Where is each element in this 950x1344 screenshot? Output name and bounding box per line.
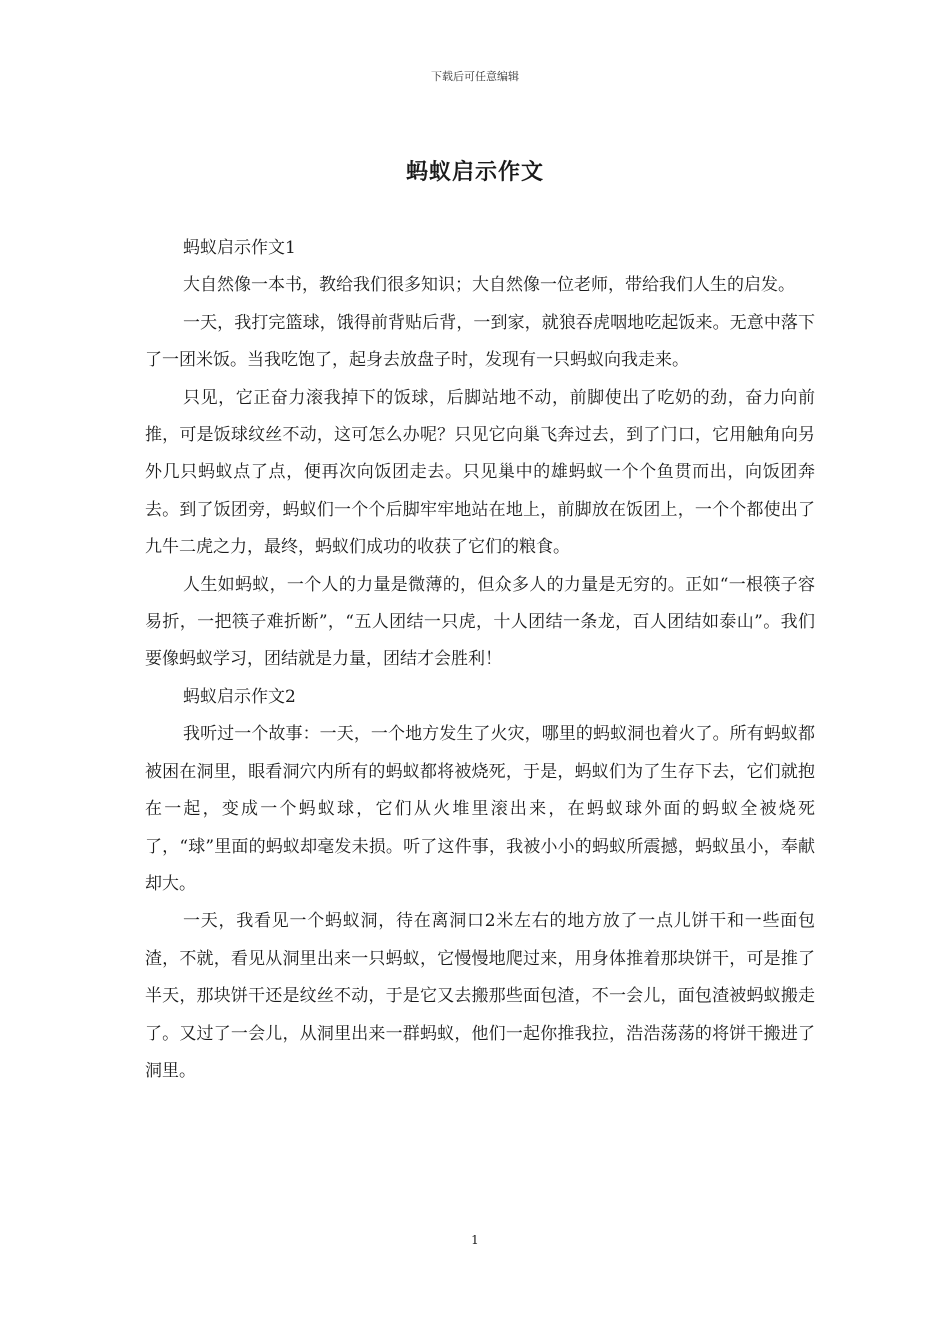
paragraph: 一天，我打完篮球，饿得前背贴后背，一到家，就狼吞虎咽地吃起饭来。无意中落下了一团米饭。当我吃饱了，起身去放盘子时，发现有一只蚂蚁向我走来。 — [145, 312, 815, 371]
section-heading: 蚂蚁启示作文1 — [183, 238, 296, 258]
paragraph: 人生如蚂蚁，一个人的力量是微薄的，但众多人的力量是无穷的。正如“一根筷子容易折，一把筷子难折断”，“五人团结一只虎，十人团结一条龙，百人团结如泰山”。我们要像蚂蚁学习，团结就是力量，团结才会胜利！ — [145, 574, 815, 670]
paragraph: 大自然像一本书，教给我们很多知识；大自然像一位老师，带给我们人生的启发。 — [183, 275, 795, 296]
page-number: 1 — [471, 1233, 479, 1247]
paragraph: 一天，我看见一个蚂蚁洞，待在离洞口2米左右的地方放了一点儿饼干和一些面包渣，不就，看见从洞里出来一只蚂蚁，它慢慢地爬过来，用身体推着那块饼干，可是推了半天，那块饼干还是纹丝不动，于是它又去搬那些面包渣，不一会儿，面包渣被蚂蚁搬走了。又过了一会儿，从洞里出来一群蚂蚁，他们一起你推我拉，浩浩荡荡的将饼干搬进了洞里。 — [145, 911, 815, 1081]
paragraph: 我听过一个故事：一天，一个地方发生了火灾，哪里的蚂蚁洞也着火了。所有蚂蚁都被困在洞里，眼看洞穴内所有的蚂蚁都将被烧死，于是，蚂蚁们为了生存下去，它们就抱在一起，变成一个蚂蚁球，它们从火堆里滚出来，在蚂蚁球外面的蚂蚁全被烧死了，“球”里面的蚂蚁却毫发未损。听了这件事，我被小小的蚂蚁所震撼，蚂蚁虽小，奉献却大。 — [145, 724, 815, 894]
paragraph: 只见，它正奋力滚我掉下的饭球，后脚站地不动，前脚使出了吃奶的劲，奋力向前推，可是饭球纹丝不动，这可怎么办呢？只见它向巢飞奔过去，到了门口，它用触角向另外几只蚂蚁点了点，便再次向饭团走去。只见巢中的雄蚂蚁一个个鱼贯而出，向饭团奔去。到了饭团旁，蚂蚁们一个个后脚牢牢地站在地上，前脚放在饭团上，一个个都使出了九牛二虎之力，最终，蚂蚁们成功的收获了它们的粮食。 — [145, 387, 815, 558]
document-body — [145, 230, 815, 1090]
section-heading: 蚂蚁启示作文2 — [183, 686, 296, 707]
header-note: 下载后可任意编辑 — [431, 70, 519, 83]
document-title: 蚂蚁启示作文 — [405, 159, 544, 185]
